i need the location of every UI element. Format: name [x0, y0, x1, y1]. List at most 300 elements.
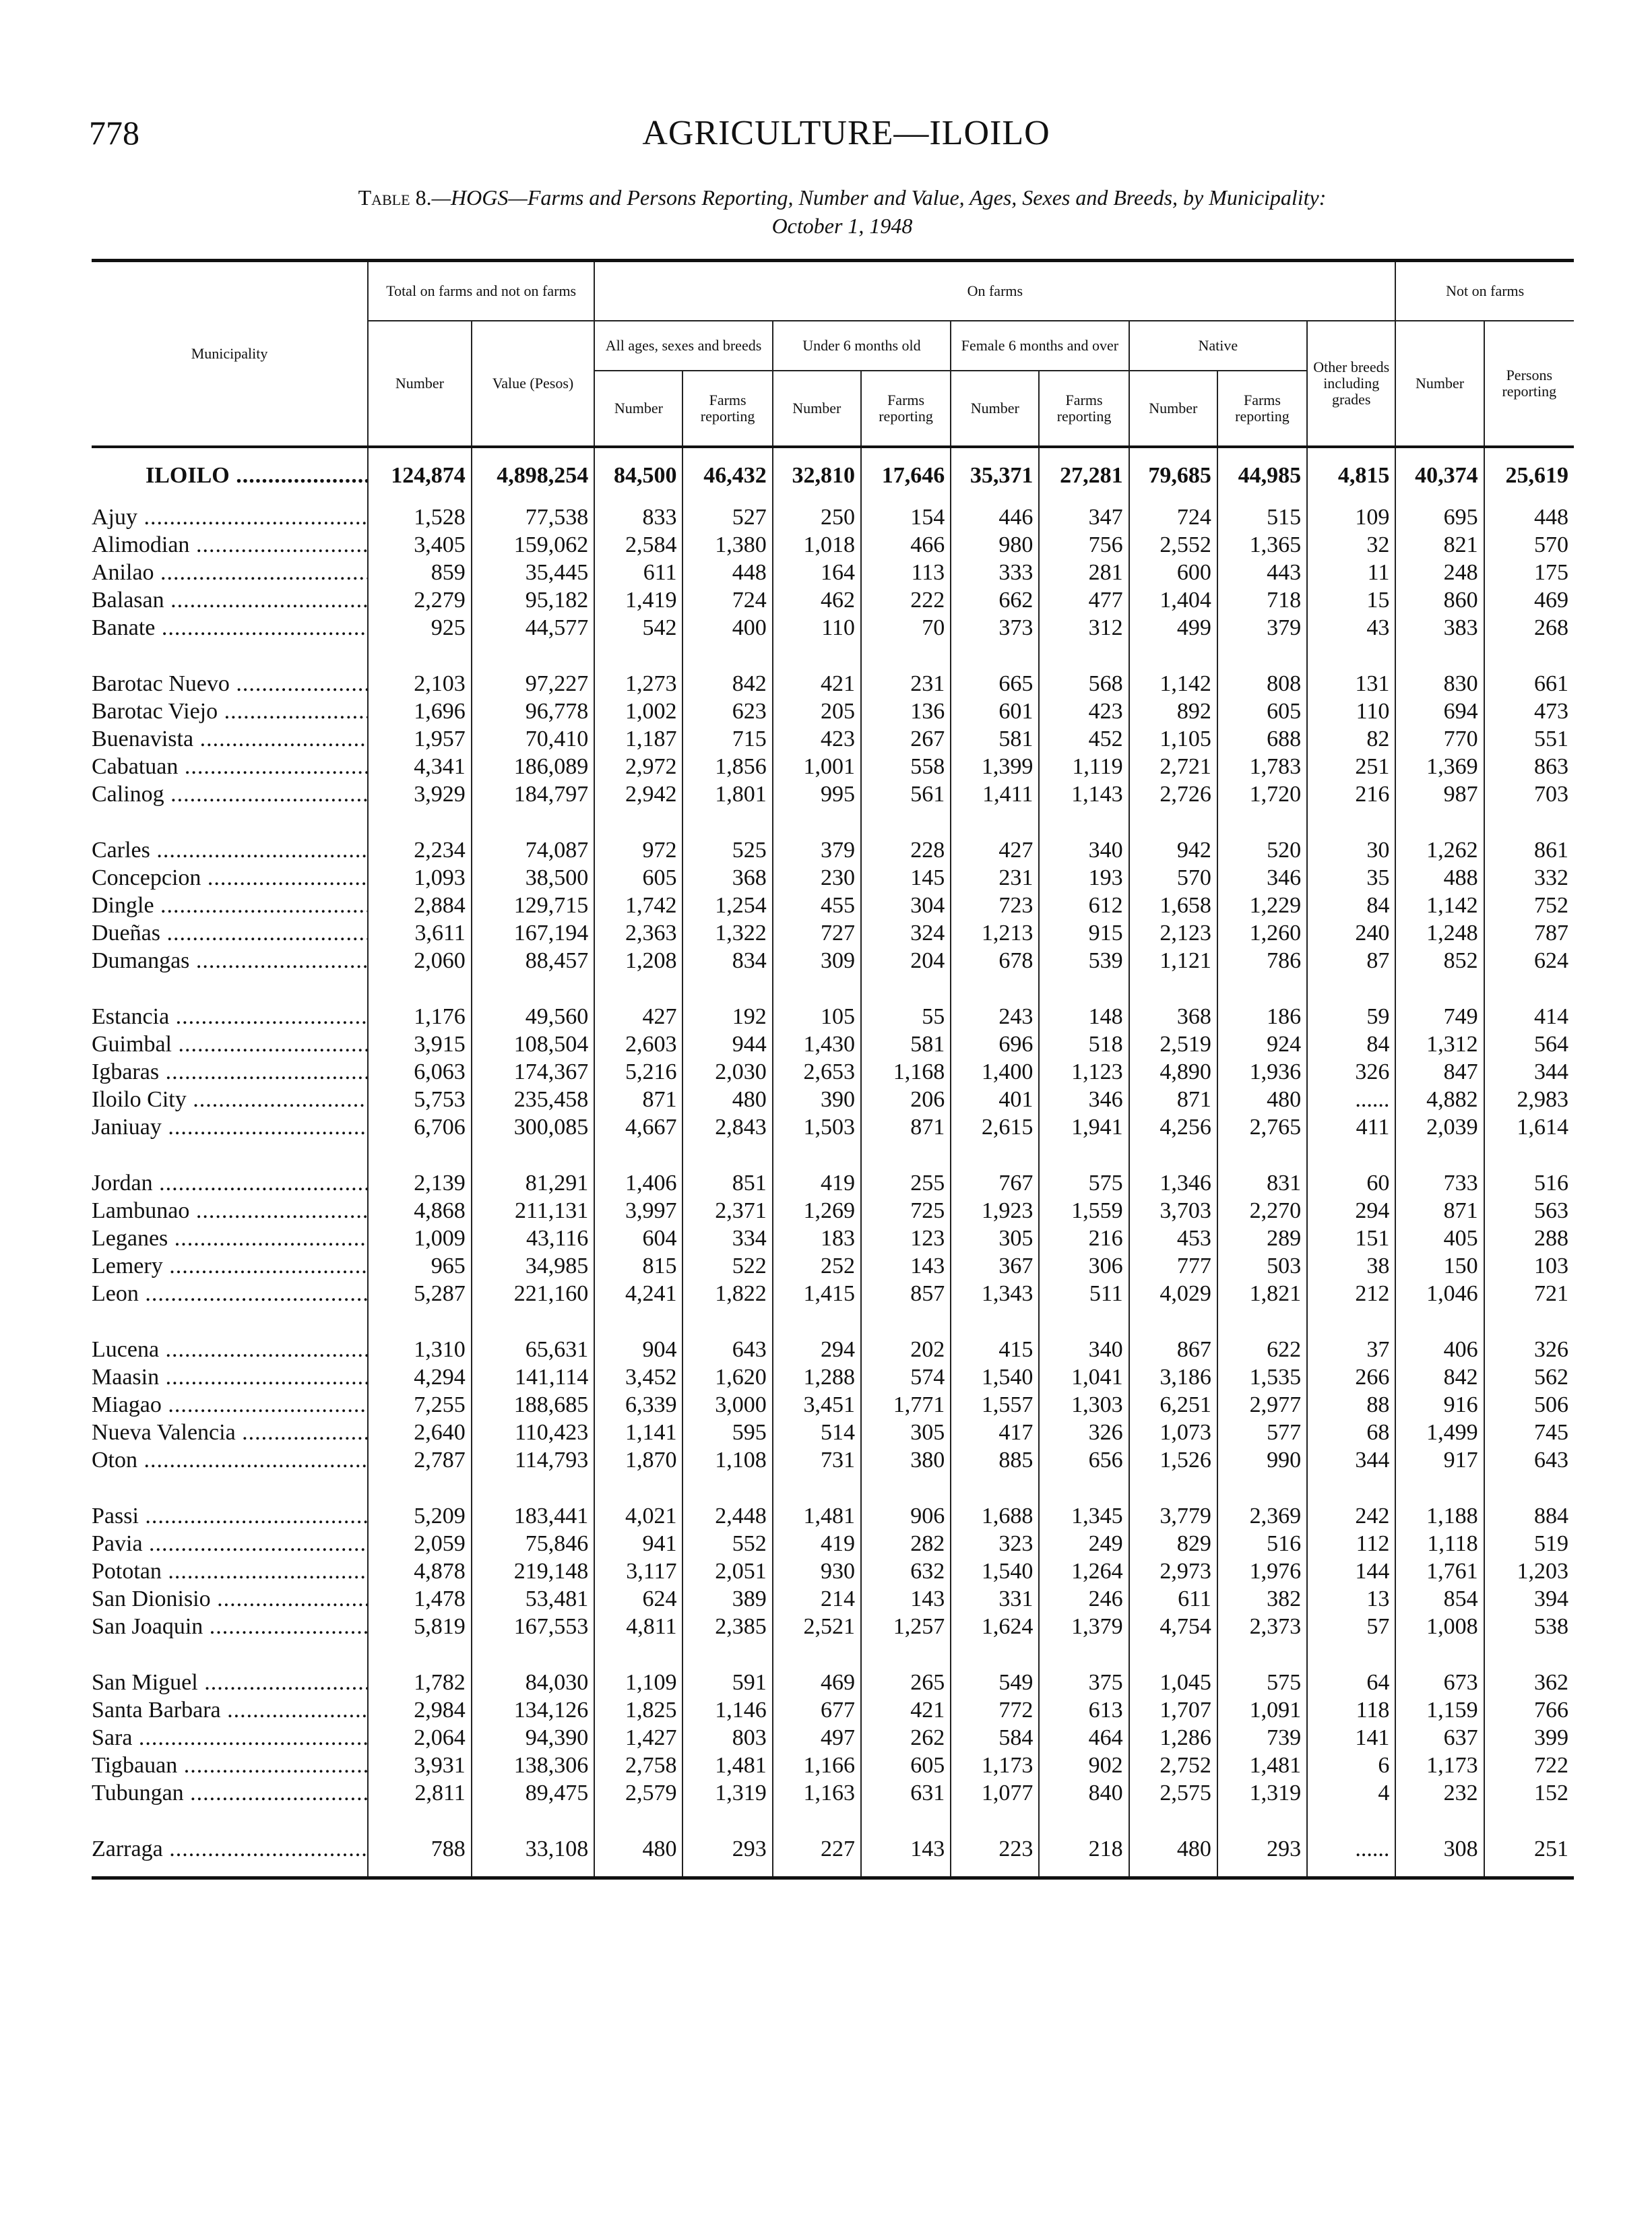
value-cell: 123	[861, 1225, 951, 1252]
value-cell: 88,457	[472, 947, 594, 975]
value-cell: 4,667	[594, 1113, 682, 1141]
value-cell: 1,286	[1129, 1724, 1217, 1752]
value-cell: 469	[1484, 586, 1574, 614]
value-cell: 144	[1307, 1557, 1395, 1585]
value-cell: 138,306	[472, 1752, 594, 1779]
hogs-table	[92, 259, 1574, 1880]
value-cell: 326	[1484, 1307, 1574, 1363]
value-cell: 665	[951, 642, 1039, 698]
header-under-6-farms: Farms reporting	[861, 371, 951, 447]
value-cell: 511	[1039, 1280, 1129, 1307]
value-cell: 231	[861, 642, 951, 698]
value-cell: 2,552	[1129, 531, 1217, 559]
value-cell: 453	[1129, 1225, 1217, 1252]
value-cell: 326	[1307, 1058, 1395, 1086]
value-cell: 323	[951, 1530, 1039, 1557]
value-cell: 380	[861, 1446, 951, 1474]
value-cell: 623	[682, 698, 772, 725]
value-cell: 1,173	[1395, 1752, 1484, 1779]
value-cell: 235,458	[472, 1086, 594, 1113]
table-row	[92, 975, 1574, 1030]
value-cell: 464	[1039, 1724, 1129, 1752]
table-row	[92, 531, 1574, 559]
value-cell: 4,754	[1129, 1613, 1217, 1640]
value-cell: 561	[861, 780, 951, 808]
value-cell: 4	[1307, 1779, 1395, 1807]
value-cell: 5,753	[368, 1086, 472, 1113]
value-cell: 1,146	[682, 1696, 772, 1724]
municipality-cell: Alimodian .....	[92, 531, 368, 559]
value-cell: 1,303	[1039, 1391, 1129, 1419]
value-cell: 248	[1395, 559, 1484, 586]
value-cell: 7,255	[368, 1391, 472, 1419]
value-cell: 527	[682, 503, 772, 531]
value-cell: 861	[1484, 808, 1574, 864]
value-cell: 2,983	[1484, 1086, 1574, 1113]
value-cell: 972	[594, 808, 682, 864]
value-cell: 678	[951, 947, 1039, 975]
value-cell: 568	[1039, 642, 1129, 698]
value-cell: 1,481	[773, 1474, 861, 1530]
value-cell: 2,363	[594, 919, 682, 947]
value-cell: 2,584	[594, 531, 682, 559]
value-cell: 251	[1484, 1807, 1574, 1878]
value-cell: 941	[594, 1530, 682, 1557]
header-on-farms: On farms	[594, 261, 1395, 321]
value-cell: 808	[1217, 642, 1307, 698]
municipality-cell: Concepcion .....	[92, 864, 368, 892]
value-cell: 1,345	[1039, 1474, 1129, 1530]
value-cell: 1,260	[1217, 919, 1307, 947]
value-cell: 13	[1307, 1585, 1395, 1613]
header-native: Native	[1129, 321, 1307, 371]
value-cell: 611	[594, 559, 682, 586]
header-native-farms: Farms reporting	[1217, 371, 1307, 447]
value-cell: 786	[1217, 947, 1307, 975]
value-cell: 833	[594, 503, 682, 531]
value-cell: 1,208	[594, 947, 682, 975]
value-cell: 1,176	[368, 975, 472, 1030]
value-cell: 134,126	[472, 1696, 594, 1724]
value-cell: 202	[861, 1307, 951, 1363]
value-cell: 673	[1395, 1640, 1484, 1696]
value-cell: 515	[1217, 503, 1307, 531]
table-row	[92, 1696, 1574, 1724]
value-cell: 715	[682, 725, 772, 753]
value-cell: 1,406	[594, 1141, 682, 1197]
value-cell: 503	[1217, 1252, 1307, 1280]
value-cell: 830	[1395, 642, 1484, 698]
table-row	[92, 1779, 1574, 1807]
value-cell: 214	[773, 1585, 861, 1613]
table-row	[92, 725, 1574, 753]
value-cell: 5,287	[368, 1280, 472, 1307]
municipality-cell: Dumangas .....	[92, 947, 368, 975]
value-cell: 852	[1395, 947, 1484, 975]
value-cell: 1,870	[594, 1446, 682, 1474]
value-cell: 695	[1395, 503, 1484, 531]
value-cell: 114,793	[472, 1446, 594, 1474]
value-cell: 108,504	[472, 1030, 594, 1058]
value-cell: 611	[1129, 1585, 1217, 1613]
value-cell: 448	[1484, 503, 1574, 531]
value-cell: 204	[861, 947, 951, 975]
table-row	[92, 1724, 1574, 1752]
table-body	[92, 447, 1574, 1878]
value-cell: 2,059	[368, 1530, 472, 1557]
value-cell: 89,475	[472, 1779, 594, 1807]
value-cell: 1,427	[594, 1724, 682, 1752]
value-cell: 382	[1217, 1585, 1307, 1613]
value-cell: 143	[861, 1807, 951, 1878]
municipality-cell: Miagao .....	[92, 1391, 368, 1419]
value-cell: 344	[1484, 1058, 1574, 1086]
value-cell: 389	[682, 1585, 772, 1613]
table-row	[92, 892, 1574, 919]
value-cell: 2,279	[368, 586, 472, 614]
table-row	[92, 1391, 1574, 1419]
value-cell: 1,399	[951, 753, 1039, 780]
value-cell: 631	[861, 1779, 951, 1807]
value-cell: 892	[1129, 698, 1217, 725]
value-cell: 159,062	[472, 531, 594, 559]
header-not-on-farms-number: Number	[1395, 321, 1484, 447]
value-cell: 44,577	[472, 614, 594, 642]
value-cell: 518	[1039, 1030, 1129, 1058]
value-cell: 1,310	[368, 1307, 472, 1363]
value-cell: 1,009	[368, 1225, 472, 1252]
table-row	[92, 1225, 1574, 1252]
value-cell: 480	[594, 1807, 682, 1878]
value-cell: 2,758	[594, 1752, 682, 1779]
value-cell: 563	[1484, 1197, 1574, 1225]
table-caption	[135, 183, 1550, 240]
value-cell: 129,715	[472, 892, 594, 919]
value-cell: 222	[861, 586, 951, 614]
value-cell: 1,540	[951, 1557, 1039, 1585]
value-cell: 694	[1395, 698, 1484, 725]
value-cell: 600	[1129, 559, 1217, 586]
value-cell: 427	[594, 975, 682, 1030]
municipality-cell: Pototan .....	[92, 1557, 368, 1585]
value-cell: 70,410	[472, 725, 594, 753]
value-cell: 549	[951, 1640, 1039, 1696]
value-cell: 777	[1129, 1252, 1217, 1280]
value-cell: 480	[1217, 1086, 1307, 1113]
value-cell: 1,203	[1484, 1557, 1574, 1585]
value-cell: 346	[1217, 864, 1307, 892]
municipality-cell: Barotac Viejo .....	[92, 698, 368, 725]
value-cell: 469	[773, 1640, 861, 1696]
value-cell: 94,390	[472, 1724, 594, 1752]
value-cell: 230	[773, 864, 861, 892]
value-cell: 145	[861, 864, 951, 892]
value-cell: 767	[951, 1141, 1039, 1197]
value-cell: 867	[1129, 1307, 1217, 1363]
value-cell: 1,620	[682, 1363, 772, 1391]
value-cell: 65,631	[472, 1307, 594, 1363]
value-cell: 227	[773, 1807, 861, 1878]
value-cell: 266	[1307, 1363, 1395, 1391]
value-cell: 1,365	[1217, 531, 1307, 559]
value-cell: 25,619	[1484, 447, 1574, 503]
value-cell: 1,825	[594, 1696, 682, 1724]
table-row	[92, 1141, 1574, 1197]
municipality-cell: Anilao .....	[92, 559, 368, 586]
value-cell: 1,696	[368, 698, 472, 725]
value-cell: 411	[1307, 1113, 1395, 1141]
value-cell: 854	[1395, 1585, 1484, 1613]
value-cell: 591	[682, 1640, 772, 1696]
value-cell: 167,194	[472, 919, 594, 947]
value-cell: 859	[368, 559, 472, 586]
value-cell: 4,241	[594, 1280, 682, 1307]
header-under-6-months: Under 6 months old	[773, 321, 951, 371]
value-cell: 1,411	[951, 780, 1039, 808]
municipality-cell: Balasan .....	[92, 586, 368, 614]
value-cell: 399	[1484, 1724, 1574, 1752]
value-cell: 4,029	[1129, 1280, 1217, 1307]
value-cell: 2,972	[594, 753, 682, 780]
value-cell: 105	[773, 975, 861, 1030]
table-row	[92, 1252, 1574, 1280]
value-cell: 1,559	[1039, 1197, 1129, 1225]
municipality-cell: Tigbauan .....	[92, 1752, 368, 1779]
value-cell: 1,535	[1217, 1363, 1307, 1391]
value-cell: 516	[1484, 1141, 1574, 1197]
value-cell: 2,051	[682, 1557, 772, 1585]
value-cell: 141,114	[472, 1363, 594, 1391]
caption-label: Table 8.	[358, 185, 432, 210]
value-cell: 1,045	[1129, 1640, 1217, 1696]
value-cell: 251	[1307, 753, 1395, 780]
value-cell: 519	[1484, 1530, 1574, 1557]
table-row	[92, 1530, 1574, 1557]
value-cell: 1,288	[773, 1363, 861, 1391]
value-cell: 2,752	[1129, 1752, 1217, 1779]
value-cell: 1,801	[682, 780, 772, 808]
value-cell: 562	[1484, 1363, 1574, 1391]
value-cell: 497	[773, 1724, 861, 1752]
value-cell: 1,188	[1395, 1474, 1484, 1530]
value-cell: 2,448	[682, 1474, 772, 1530]
value-cell: 1,118	[1395, 1530, 1484, 1557]
value-cell: 477	[1039, 586, 1129, 614]
value-cell: 1,262	[1395, 808, 1484, 864]
value-cell: 1,720	[1217, 780, 1307, 808]
table-row	[92, 503, 1574, 531]
value-cell: 2,039	[1395, 1113, 1484, 1141]
value-cell: 834	[682, 947, 772, 975]
value-cell: 904	[594, 1307, 682, 1363]
value-cell: 2,640	[368, 1419, 472, 1446]
value-cell: 770	[1395, 725, 1484, 753]
table-row	[92, 947, 1574, 975]
value-cell: 499	[1129, 614, 1217, 642]
value-cell: 624	[1484, 947, 1574, 975]
value-cell: 1,108	[682, 1446, 772, 1474]
caption-text: —HOGS—Farms and Persons Reporting, Number and Value, Ages, Sexes and Breeds, by Municipality:	[431, 185, 1327, 210]
value-cell: 30	[1307, 808, 1395, 864]
value-cell: 885	[951, 1446, 1039, 1474]
municipality-cell: ILOILO .....	[92, 447, 368, 503]
value-cell: 2,270	[1217, 1197, 1307, 1225]
value-cell: 77,538	[472, 503, 594, 531]
municipality-cell: Janiuay .....	[92, 1113, 368, 1141]
value-cell: 419	[773, 1530, 861, 1557]
value-cell: 1,269	[773, 1197, 861, 1225]
value-cell: 1,380	[682, 531, 772, 559]
value-cell: 1,624	[951, 1613, 1039, 1640]
value-cell: 417	[951, 1419, 1039, 1446]
value-cell: 11	[1307, 559, 1395, 586]
value-cell: 1,936	[1217, 1058, 1307, 1086]
value-cell: 581	[951, 725, 1039, 753]
municipality-cell: San Dionisio .....	[92, 1585, 368, 1613]
value-cell: 223	[951, 1807, 1039, 1878]
value-cell: 3,186	[1129, 1363, 1217, 1391]
value-cell: 677	[773, 1696, 861, 1724]
value-cell: 1,557	[951, 1391, 1039, 1419]
value-cell: 1,046	[1395, 1280, 1484, 1307]
value-cell: 59	[1307, 975, 1395, 1030]
value-cell: 331	[951, 1585, 1039, 1613]
value-cell: 1,163	[773, 1779, 861, 1807]
value-cell: 1,141	[594, 1419, 682, 1446]
value-cell: 82	[1307, 725, 1395, 753]
value-cell: 344	[1307, 1446, 1395, 1474]
value-cell: 379	[773, 808, 861, 864]
value-cell: 5,216	[594, 1058, 682, 1086]
value-cell: 2,103	[368, 642, 472, 698]
value-cell: 312	[1039, 614, 1129, 642]
value-cell: 423	[773, 725, 861, 753]
value-cell: 3,779	[1129, 1474, 1217, 1530]
value-cell: 772	[951, 1696, 1039, 1724]
value-cell: 1,688	[951, 1474, 1039, 1530]
value-cell: 622	[1217, 1307, 1307, 1363]
value-cell: 752	[1484, 892, 1574, 919]
value-cell: 2,030	[682, 1058, 772, 1086]
value-cell: 427	[951, 808, 1039, 864]
value-cell: 143	[861, 1252, 951, 1280]
value-cell: 1,707	[1129, 1696, 1217, 1724]
value-cell: 448	[682, 559, 772, 586]
value-cell: 520	[1217, 808, 1307, 864]
value-cell: 1,526	[1129, 1446, 1217, 1474]
value-cell: 944	[682, 1030, 772, 1058]
municipality-cell: Lemery .....	[92, 1252, 368, 1280]
value-cell: 423	[1039, 698, 1129, 725]
value-cell: 2,385	[682, 1613, 772, 1640]
value-cell: 252	[773, 1252, 861, 1280]
value-cell: 383	[1395, 614, 1484, 642]
value-cell: 787	[1484, 919, 1574, 947]
value-cell: 863	[1484, 753, 1574, 780]
value-cell: 1,379	[1039, 1613, 1129, 1640]
municipality-cell: Estancia .....	[92, 975, 368, 1030]
municipality-cell: Pavia .....	[92, 1530, 368, 1557]
value-cell: 871	[594, 1086, 682, 1113]
page-title-wrap	[0, 113, 1652, 153]
value-cell: 87	[1307, 947, 1395, 975]
value-cell: 2,234	[368, 808, 472, 864]
value-cell: 300,085	[472, 1113, 594, 1141]
municipality-cell: Santa Barbara .....	[92, 1696, 368, 1724]
value-cell: 288	[1484, 1225, 1574, 1252]
value-cell: 33,108	[472, 1807, 594, 1878]
value-cell: 525	[682, 808, 772, 864]
value-cell: 1,123	[1039, 1058, 1129, 1086]
value-cell: 575	[1039, 1141, 1129, 1197]
value-cell: 2,373	[1217, 1613, 1307, 1640]
value-cell: 637	[1395, 1724, 1484, 1752]
value-cell: 2,884	[368, 892, 472, 919]
header-not-on-farms: Not on farms	[1395, 261, 1574, 321]
header-native-number: Number	[1129, 371, 1217, 447]
value-cell: 2,369	[1217, 1474, 1307, 1530]
value-cell: 294	[773, 1307, 861, 1363]
value-cell: 766	[1484, 1696, 1574, 1724]
value-cell: 2,575	[1129, 1779, 1217, 1807]
value-cell: 930	[773, 1557, 861, 1585]
value-cell: 688	[1217, 725, 1307, 753]
municipality-cell: Tubungan .....	[92, 1779, 368, 1807]
value-cell: 96,778	[472, 698, 594, 725]
value-cell: 916	[1395, 1391, 1484, 1419]
value-cell: 2,139	[368, 1141, 472, 1197]
value-cell: 1,254	[682, 892, 772, 919]
value-cell: 703	[1484, 780, 1574, 808]
value-cell: 308	[1395, 1807, 1484, 1878]
value-cell: 70	[861, 614, 951, 642]
value-cell: 324	[861, 919, 951, 947]
municipality-cell: Lambunao .....	[92, 1197, 368, 1225]
value-cell: 43,116	[472, 1225, 594, 1252]
value-cell: 79,685	[1129, 447, 1217, 503]
value-cell: 293	[682, 1807, 772, 1878]
municipality-cell: San Miguel .....	[92, 1640, 368, 1696]
value-cell: 332	[1484, 864, 1574, 892]
table-row	[92, 1640, 1574, 1696]
value-cell: 390	[773, 1086, 861, 1113]
value-cell: 109	[1307, 503, 1395, 531]
value-cell: 6	[1307, 1752, 1395, 1779]
value-cell: 32	[1307, 531, 1395, 559]
value-cell: 1,312	[1395, 1030, 1484, 1058]
value-cell: 367	[951, 1252, 1039, 1280]
value-cell: 205	[773, 698, 861, 725]
value-cell: 1,821	[1217, 1280, 1307, 1307]
value-cell: 35	[1307, 864, 1395, 892]
value-cell: 57	[1307, 1613, 1395, 1640]
value-cell: 38,500	[472, 864, 594, 892]
value-cell: 37	[1307, 1307, 1395, 1363]
municipality-cell: Lucena .....	[92, 1307, 368, 1363]
value-cell: 1,430	[773, 1030, 861, 1058]
value-cell: 1,346	[1129, 1141, 1217, 1197]
value-cell: 906	[861, 1474, 951, 1530]
value-cell: 788	[368, 1807, 472, 1878]
value-cell: 847	[1395, 1058, 1484, 1086]
value-cell: 17,646	[861, 447, 951, 503]
value-cell: 113	[861, 559, 951, 586]
value-cell: 421	[861, 1696, 951, 1724]
value-cell: 1,073	[1129, 1419, 1217, 1446]
value-cell: 183,441	[472, 1474, 594, 1530]
value-cell: 174,367	[472, 1058, 594, 1086]
value-cell: 745	[1484, 1419, 1574, 1446]
